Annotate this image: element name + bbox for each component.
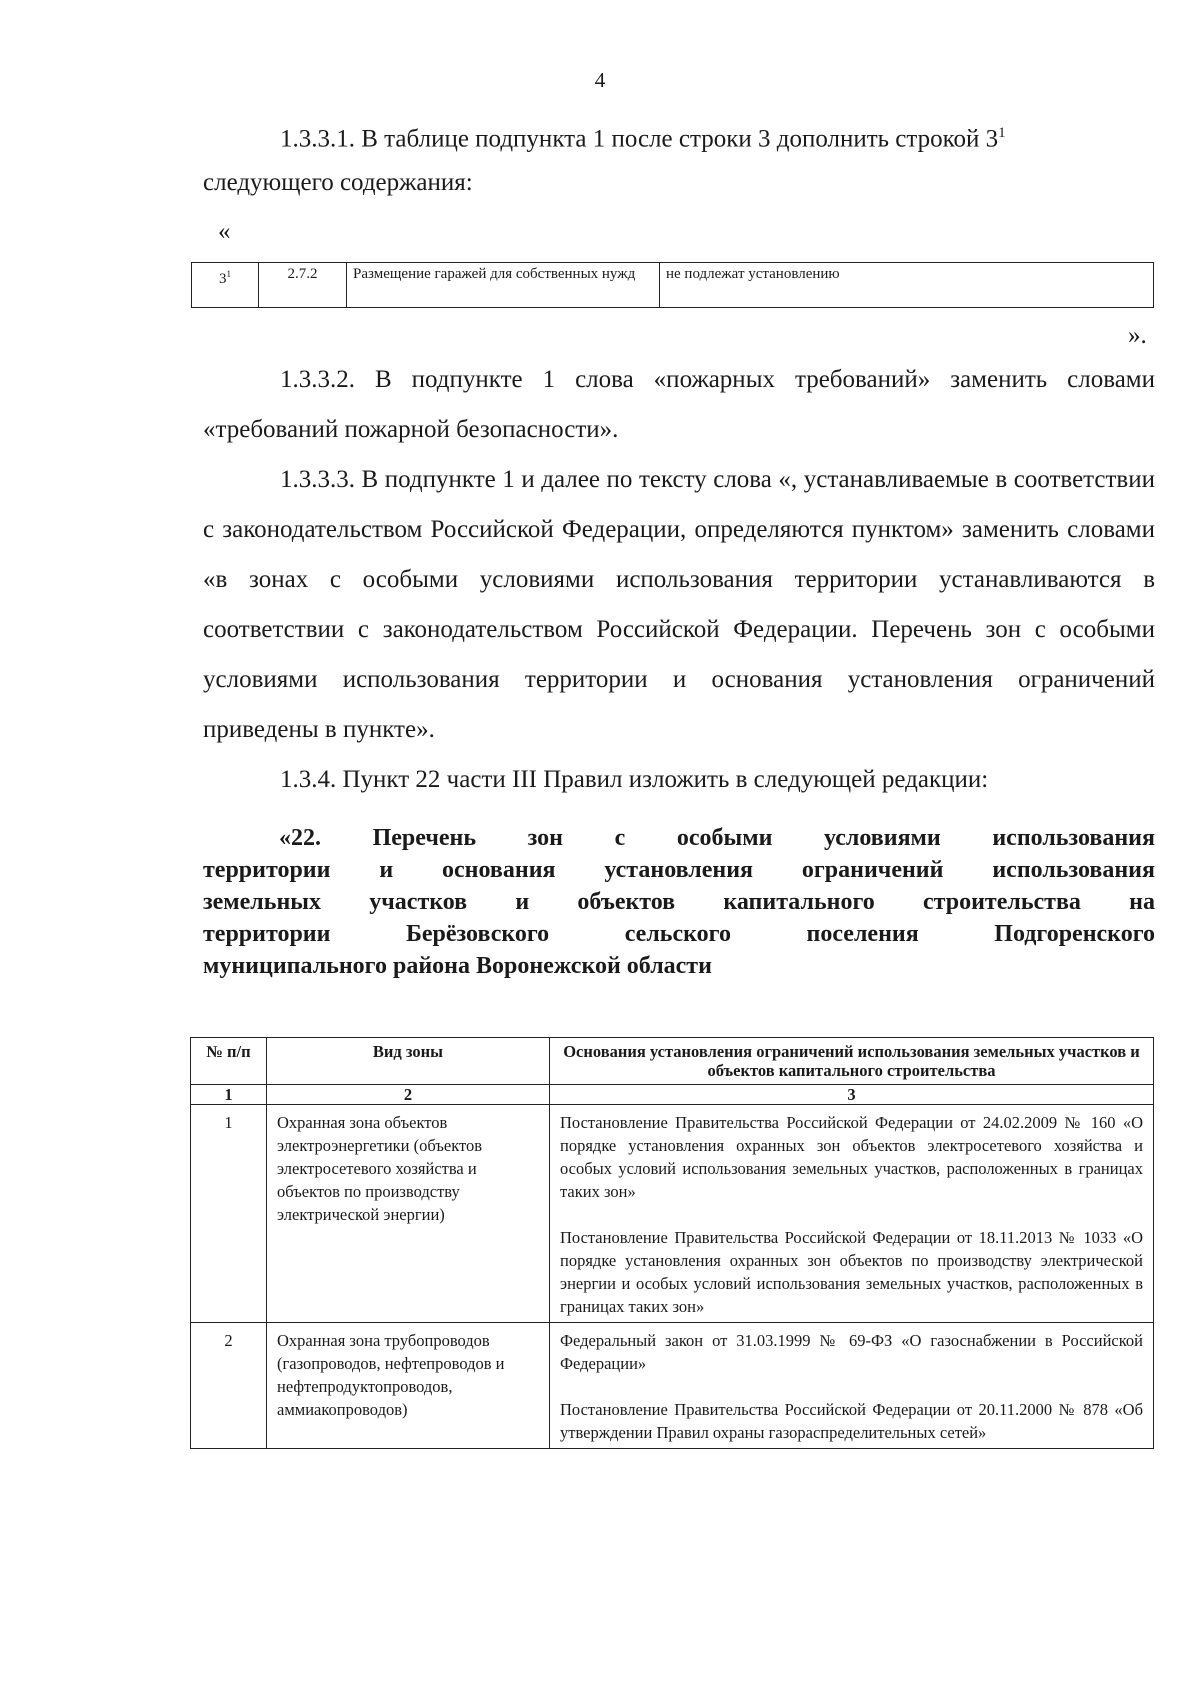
heading-line: земельных участков и объектов капитального строительства на [203, 889, 1155, 915]
header-basis: Основания установления ограничений использования земельных участков и объектов капитального строительства [550, 1038, 1154, 1085]
table-row [191, 1105, 1154, 1323]
spacer [560, 1203, 1143, 1226]
page-number: 4 [594, 68, 606, 92]
paragraph-1-3-3-3: 1.3.3.3. В подпункте 1 и далее по тексту слова «, устанавливаемые в соответствии с законодательством Российской Федерации, определяются пунктом» заменить словами «в зонах с особыми условиями использования территории устанавливаются в соответствии с законодательством Российской Федерации. Перечень зон с особыми условиями использования территории и основания установления ограничений приведены в пункте». [203, 466, 1155, 743]
table-row [192, 263, 1154, 308]
close-quote: ». [1128, 322, 1147, 349]
cell-code: 2.7.2 [259, 263, 347, 308]
basis-document: Федеральный закон от 31.03.1999 № 69-ФЗ «О газоснабжении в Российской Федерации» [560, 1331, 1143, 1373]
basis-document: Постановление Правительства Российской Федерации от 24.02.2009 № 160 «О порядке установления охранных зон объектов электросетевого хозяйства и особых условий использования земельных участков, расположенных в границах таких зон» [560, 1113, 1143, 1201]
cell-number [192, 263, 259, 308]
paragraph-1-3-4: 1.3.4. Пункт 22 части III Правил изложить в следующей редакции: [280, 766, 989, 793]
basis-document: Постановление Правительства Российской Федерации от 18.11.2013 № 1033 «О порядке установления охранных зон объектов по производству электрической энергии и особых условий использования земельных участков, расположенных в границах таких зон» [560, 1228, 1143, 1316]
insert-row-table [191, 262, 1154, 308]
column-number: 2 [267, 1085, 550, 1105]
row-number: 3 [219, 271, 227, 287]
header-zone: Вид зоны [267, 1038, 550, 1085]
table-row [191, 1323, 1154, 1449]
section-heading [203, 822, 1155, 982]
paragraph-1-3-3-2: 1.3.3.2. В подпункте 1 слова «пожарных требований» заменить словами «требований пожарной безопасности». [203, 366, 1155, 443]
row-number-sup: 1 [226, 269, 231, 279]
cell-value: не подлежат установлению [660, 263, 1154, 308]
cell-name: Размещение гаражей для собственных нужд [347, 263, 660, 308]
open-quote: « [218, 218, 231, 245]
zone-name: Охранная зона объектов электроэнергетики (объектов электросетевого хозяйства и объектов по производству электрической энергии) [267, 1105, 550, 1323]
column-number: 3 [550, 1085, 1154, 1105]
basis-document: Постановление Правительства Российской Федерации от 20.11.2000 № 878 «Об утверждении Правил охраны газораспределительных сетей» [560, 1400, 1143, 1442]
heading-line: территории Берёзовского сельского поселения Подгоренского [203, 921, 1155, 947]
paragraph-1-3-3-1-continuation: следующего содержания: [203, 169, 473, 196]
row-number: 2 [191, 1323, 267, 1449]
spacer [560, 1375, 1143, 1398]
zone-basis [550, 1105, 1154, 1323]
superscript: 1 [998, 125, 1006, 141]
heading-line: территории и основания установления ограничений использования [203, 857, 1155, 883]
paragraph-text: 1.3.3.1. В таблице подпункта 1 после строки 3 дополнить строкой 3 [280, 125, 999, 153]
heading-line: «22. Перечень зон с особыми условиями использования [279, 825, 1155, 851]
column-number-row [191, 1085, 1154, 1105]
heading-line: муниципального района Воронежской области [203, 953, 712, 979]
zone-basis [550, 1323, 1154, 1449]
column-number: 1 [191, 1085, 267, 1105]
table-header-row [191, 1038, 1154, 1085]
zone-name: Охранная зона трубопроводов (газопроводов, нефтепроводов и нефтепродуктопроводов, аммиакопроводов) [267, 1323, 550, 1449]
header-number: № п/п [191, 1038, 267, 1085]
row-number: 1 [191, 1105, 267, 1323]
zones-table [190, 1037, 1154, 1449]
paragraph-1-3-3-1 [203, 108, 1155, 164]
